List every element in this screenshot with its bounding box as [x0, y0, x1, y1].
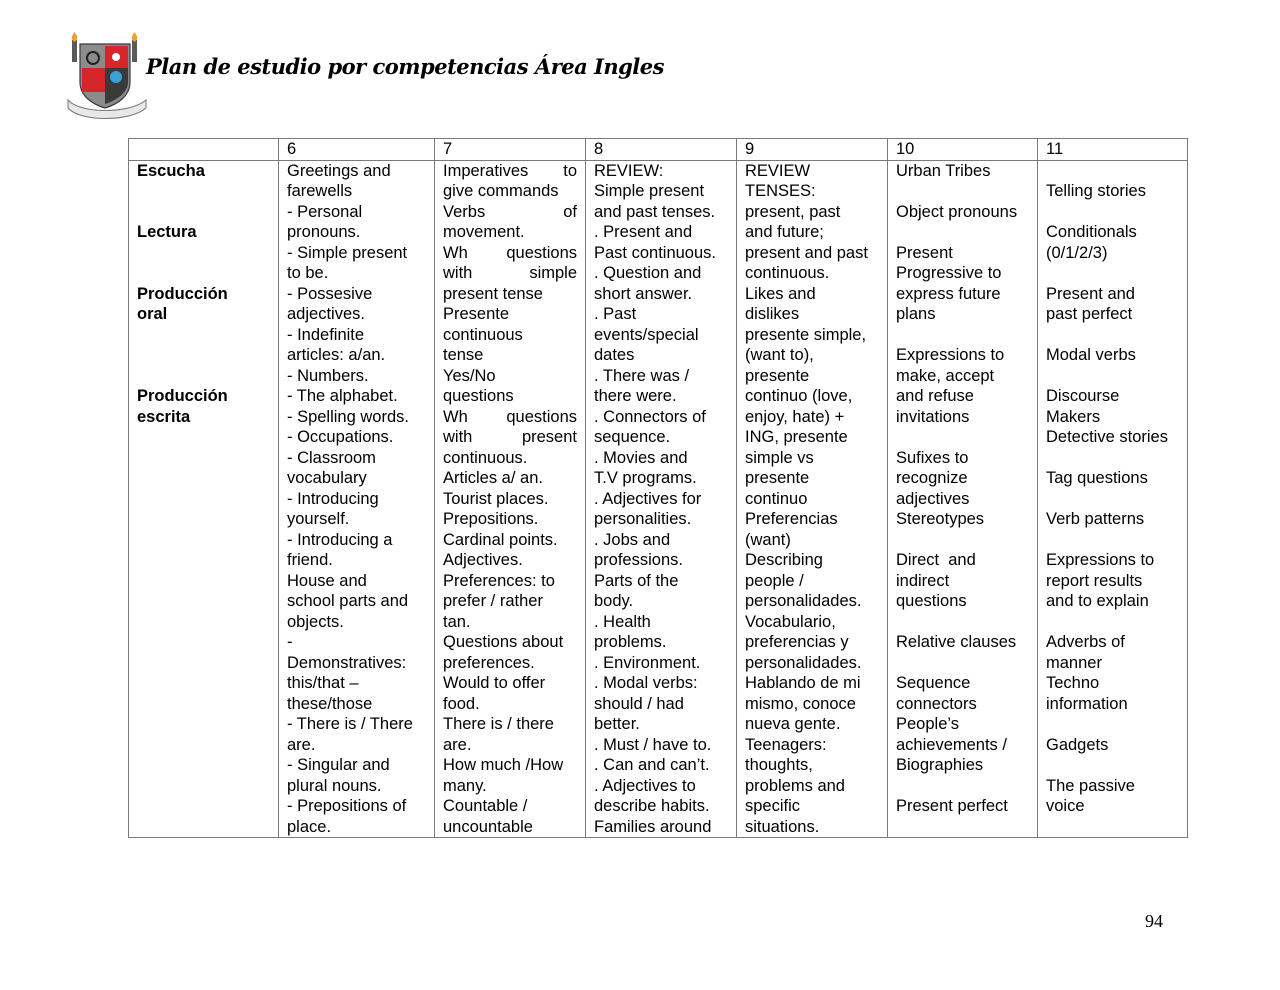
- topic-line: House and: [287, 571, 367, 590]
- topic-line: Direct and: [896, 551, 976, 569]
- torch-right: [132, 40, 137, 62]
- grade-6-topics: [279, 160, 435, 838]
- topic-line: Sequence: [896, 674, 971, 692]
- topic-line: [896, 427, 1029, 448]
- topic-line: - There is / There: [287, 715, 413, 733]
- topic-line: Producción: [137, 387, 228, 405]
- topic-line: . Adjectives for: [594, 489, 702, 508]
- topic-line: Makers: [1046, 407, 1101, 426]
- topic-line: personalities.: [594, 510, 692, 528]
- corner-cell: [129, 139, 279, 161]
- topic-line: give commands: [443, 182, 559, 200]
- topic-line: friend.: [287, 551, 333, 569]
- topic-line: [896, 530, 1029, 551]
- topic-line: voice: [1046, 797, 1085, 815]
- topic-line: report results: [1046, 571, 1143, 590]
- topic-line: Techno: [1046, 674, 1100, 692]
- grade-header: 9: [737, 139, 888, 161]
- topic-line: (0/1/2/3): [1046, 243, 1108, 262]
- topic-line: Prepositions.: [443, 510, 539, 528]
- topic-word: to: [563, 161, 577, 180]
- topic-line: place.: [287, 817, 332, 836]
- topic-line: many.: [443, 776, 487, 795]
- topic-line: [137, 325, 270, 346]
- topic-line: continuous: [443, 325, 523, 344]
- topic-line: situations.: [745, 817, 820, 836]
- page-header: [66, 30, 666, 122]
- topic-line: vocabulary: [287, 469, 367, 487]
- skills-cell: [129, 160, 279, 838]
- topic-line: tense: [443, 346, 484, 364]
- topic-line: Stereotypes: [896, 510, 985, 528]
- topic-line: presente: [745, 366, 810, 385]
- topic-line: [896, 181, 1029, 202]
- globe-emblem: [110, 71, 122, 83]
- topic-line: Adverbs of: [1046, 633, 1125, 651]
- topic-line: people /: [745, 571, 804, 590]
- topic-line: Would to offer: [443, 674, 546, 692]
- topic-line: Tag questions: [1046, 469, 1148, 487]
- topic-line: [137, 263, 270, 284]
- topic-word: with: [443, 428, 473, 446]
- topic-line: Simple present: [594, 182, 705, 200]
- topic-line: [1046, 161, 1179, 182]
- topic-line: [137, 202, 270, 223]
- topic-line: . Adjectives to: [594, 776, 696, 795]
- topic-line: connectors: [896, 694, 977, 713]
- topic-line: Describing: [745, 551, 823, 569]
- topic-line: Preferences: to: [443, 571, 555, 590]
- topic-line: and future;: [745, 223, 824, 241]
- topic-line: questions: [443, 387, 514, 405]
- topic-line: are.: [287, 735, 316, 754]
- grade-header: 8: [586, 139, 737, 161]
- topic-line: and past tenses.: [594, 202, 716, 221]
- topic-line: [443, 202, 577, 223]
- topic-line: dislikes: [745, 305, 800, 323]
- grade-8-topics: [586, 160, 737, 838]
- topic-line: [1046, 325, 1179, 346]
- topic-line: express future: [896, 284, 1001, 303]
- grade-header: 7: [435, 139, 586, 161]
- topic-line: Biographies: [896, 756, 984, 774]
- topic-line: describe habits.: [594, 797, 710, 815]
- grade-header: 6: [279, 139, 435, 161]
- topic-line: Greetings and: [287, 161, 391, 180]
- topic-line: REVIEW: [745, 161, 811, 180]
- topic-line: [137, 345, 270, 366]
- topic-line: and refuse: [896, 387, 974, 405]
- curriculum-table: [128, 138, 1188, 838]
- topic-line: manner: [1046, 653, 1102, 672]
- topic-line: present, past: [745, 202, 841, 221]
- topic-line: [1046, 489, 1179, 510]
- topic-line: indirect: [896, 571, 950, 590]
- topic-line: continuo (love,: [745, 387, 853, 405]
- topic-line: - Occupations.: [287, 428, 394, 446]
- topic-line: achievements /: [896, 735, 1007, 754]
- topic-line: professions.: [594, 551, 683, 569]
- topic-line: [443, 427, 577, 448]
- topic-line: Past continuous.: [594, 243, 716, 262]
- topic-line: uncountable: [443, 817, 533, 836]
- topic-line: There is / there: [443, 715, 554, 733]
- topic-line: [896, 776, 1029, 797]
- topic-line: - Singular and: [287, 756, 390, 774]
- topic-line: Demonstratives:: [287, 653, 407, 672]
- topic-line: [896, 653, 1029, 674]
- topic-line: . Present and: [594, 223, 693, 241]
- topic-line: and to explain: [1046, 592, 1149, 610]
- topic-line: are.: [443, 735, 472, 754]
- topic-word: with: [443, 264, 473, 282]
- topic-line: Present perfect: [896, 797, 1008, 815]
- topic-line: [1046, 530, 1179, 551]
- topic-line: escrita: [137, 407, 191, 426]
- topic-line: Object pronouns: [896, 202, 1018, 221]
- topic-line: questions: [896, 592, 967, 610]
- topic-line: adjectives.: [287, 305, 365, 323]
- topic-line: Questions about: [443, 633, 564, 651]
- topic-line: Escucha: [137, 161, 205, 180]
- topic-line: Present: [896, 243, 953, 262]
- topic-line: this/that –: [287, 674, 359, 692]
- topic-line: farewells: [287, 182, 353, 200]
- topic-line: Telling stories: [1046, 182, 1146, 200]
- topic-line: Urban Tribes: [896, 161, 991, 180]
- shield-red-lower: [82, 68, 105, 92]
- torch-left: [72, 40, 77, 62]
- topic-line: Cardinal points.: [443, 530, 558, 549]
- topic-line: movement.: [443, 223, 525, 241]
- topic-line: Detective stories: [1046, 428, 1168, 446]
- topic-line: REVIEW:: [594, 161, 664, 180]
- topic-line: People’s: [896, 715, 959, 733]
- topic-word: questions: [506, 243, 577, 262]
- topic-line: presente: [745, 469, 810, 487]
- topic-line: presente simple,: [745, 325, 867, 344]
- topic-line: Families around: [594, 817, 712, 836]
- topic-line: - Personal: [287, 202, 363, 221]
- topic-line: invitations: [896, 407, 970, 426]
- topic-line: - Introducing a: [287, 530, 393, 549]
- topic-line: [896, 325, 1029, 346]
- grade-7-topics: [435, 160, 586, 838]
- topic-line: - Possesive: [287, 284, 373, 303]
- topic-line: . Must / have to.: [594, 735, 712, 754]
- topic-line: Expressions to: [1046, 551, 1155, 569]
- topic-line: Vocabulario,: [745, 612, 836, 631]
- page-number: 94: [1145, 911, 1163, 931]
- topic-word: Wh: [443, 243, 468, 262]
- topic-line: nueva gente.: [745, 715, 841, 733]
- topic-line: problems.: [594, 633, 667, 651]
- topic-word: Verbs: [443, 202, 486, 221]
- topic-line: Presente: [443, 305, 510, 323]
- topic-line: Expressions to: [896, 346, 1005, 364]
- topic-line: TENSES:: [745, 182, 816, 200]
- topic-line: continuo: [745, 489, 808, 508]
- topic-line: [137, 181, 270, 202]
- topic-line: these/those: [287, 694, 373, 713]
- topic-line: [1046, 448, 1179, 469]
- topic-line: prefer / rather: [443, 592, 543, 610]
- topic-line: present tense: [443, 284, 543, 303]
- topic-line: Likes and: [745, 284, 816, 303]
- topic-line: Countable /: [443, 797, 528, 815]
- topic-line: sequence.: [594, 428, 671, 446]
- topic-line: [896, 222, 1029, 243]
- topic-line: information: [1046, 694, 1128, 713]
- topic-line: preferences.: [443, 653, 535, 672]
- topic-line: continuous.: [745, 264, 830, 282]
- topic-line: . Modal verbs:: [594, 674, 698, 692]
- topic-line: - Indefinite: [287, 325, 365, 344]
- topic-line: The passive: [1046, 776, 1135, 795]
- topic-line: [443, 161, 577, 182]
- topic-line: thoughts,: [745, 756, 813, 774]
- topic-line: recognize: [896, 469, 968, 487]
- topic-line: (want to),: [745, 346, 814, 364]
- grade-header: 11: [1038, 139, 1188, 161]
- topic-line: [443, 407, 577, 428]
- topic-line: . Can and can’t.: [594, 756, 710, 774]
- topic-line: to be.: [287, 264, 329, 282]
- topic-line: problems and: [745, 776, 845, 795]
- grade-11-topics: [1038, 160, 1188, 838]
- topic-line: Present and: [1046, 284, 1135, 303]
- topic-line: articles: a/an.: [287, 346, 386, 364]
- topic-line: preferencias y: [745, 633, 849, 651]
- emblem-dot: [112, 53, 120, 61]
- topic-line: Discourse: [1046, 387, 1120, 405]
- topic-line: - Classroom: [287, 448, 376, 467]
- topic-line: How much /How: [443, 756, 564, 774]
- topic-line: [443, 243, 577, 264]
- topic-line: . Past: [594, 305, 637, 323]
- topic-line: Yes/No: [443, 366, 496, 385]
- topic-line: yourself.: [287, 510, 350, 528]
- topic-word: of: [563, 202, 577, 221]
- topic-line: Parts of the: [594, 571, 679, 590]
- topic-line: adjectives: [896, 489, 970, 508]
- topic-line: there were.: [594, 387, 677, 405]
- topic-line: [443, 263, 577, 284]
- topic-line: - The alphabet.: [287, 387, 398, 405]
- topic-line: better.: [594, 715, 640, 733]
- school-crest-logo: [66, 30, 150, 120]
- topic-line: objects.: [287, 612, 344, 631]
- topic-line: plans: [896, 305, 936, 323]
- document-title: Plan de estudio por competencias Área Ingles: [146, 54, 664, 79]
- topic-line: - Spelling words.: [287, 407, 409, 426]
- topic-line: . Question and: [594, 264, 702, 282]
- topic-line: [1046, 755, 1179, 776]
- grade-header-row: [129, 139, 1188, 161]
- topic-line: - Prepositions of: [287, 797, 407, 815]
- topic-line: T.V programs.: [594, 469, 697, 487]
- topic-line: [1046, 714, 1179, 735]
- topic-line: school parts and: [287, 592, 409, 610]
- topic-line: [1046, 366, 1179, 387]
- topic-line: . Connectors of: [594, 407, 706, 426]
- topic-line: Sufixes to: [896, 448, 969, 467]
- topic-word: present: [521, 428, 577, 446]
- topic-line: Teenagers:: [745, 735, 827, 754]
- topic-line: past perfect: [1046, 305, 1133, 323]
- topic-line: -: [287, 633, 293, 651]
- topic-line: (want): [745, 530, 791, 549]
- topic-word: questions: [506, 407, 577, 426]
- grade-10-topics: [888, 160, 1038, 838]
- topic-line: Adjectives.: [443, 551, 523, 569]
- topic-line: - Numbers.: [287, 366, 369, 385]
- content-row: [129, 160, 1188, 838]
- topic-line: ING, presente: [745, 428, 848, 446]
- topic-line: - Introducing: [287, 489, 379, 508]
- topic-line: Tourist places.: [443, 489, 549, 508]
- topic-line: simple vs: [745, 448, 814, 467]
- topic-line: - Simple present: [287, 243, 408, 262]
- topic-line: body.: [594, 592, 634, 610]
- topic-line: events/special: [594, 325, 699, 344]
- topic-line: plural nouns.: [287, 776, 382, 795]
- topic-line: should / had: [594, 694, 684, 713]
- topic-line: Articles a/ an.: [443, 469, 543, 487]
- grade-9-topics: [737, 160, 888, 838]
- topic-line: Producción: [137, 284, 228, 303]
- topic-line: . Health: [594, 612, 651, 631]
- grade-header: 10: [888, 139, 1038, 161]
- topic-line: continuous.: [443, 448, 528, 467]
- topic-line: pronouns.: [287, 223, 361, 241]
- topic-line: Gadgets: [1046, 735, 1109, 754]
- topic-line: Verb patterns: [1046, 510, 1145, 528]
- topic-line: . Environment.: [594, 653, 701, 672]
- topic-line: oral: [137, 305, 168, 323]
- topic-line: dates: [594, 346, 635, 364]
- topic-line: Modal verbs: [1046, 346, 1136, 364]
- topic-line: specific: [745, 797, 801, 815]
- topic-word: simple: [529, 264, 577, 282]
- topic-line: Progressive to: [896, 264, 1002, 282]
- topic-line: [896, 612, 1029, 633]
- topic-line: [1046, 202, 1179, 223]
- topic-line: present and past: [745, 243, 868, 262]
- topic-line: Lectura: [137, 223, 197, 241]
- topic-word: Imperatives: [443, 161, 529, 180]
- topic-word: Wh: [443, 407, 468, 426]
- topic-line: [137, 243, 270, 264]
- topic-line: . There was /: [594, 366, 690, 385]
- topic-line: food.: [443, 694, 480, 713]
- topic-line: . Jobs and: [594, 530, 671, 549]
- topic-line: tan.: [443, 612, 471, 631]
- topic-line: . Movies and: [594, 448, 688, 467]
- topic-line: make, accept: [896, 366, 995, 385]
- topic-line: Conditionals: [1046, 223, 1137, 241]
- topic-line: [1046, 612, 1179, 633]
- topic-line: Hablando de mi: [745, 674, 861, 692]
- topic-line: Relative clauses: [896, 633, 1017, 651]
- topic-line: personalidades.: [745, 653, 862, 672]
- topic-line: personalidades.: [745, 592, 862, 610]
- topic-line: [137, 366, 270, 387]
- topic-line: mismo, conoce: [745, 694, 856, 713]
- topic-line: short answer.: [594, 284, 693, 303]
- topic-line: Preferencias: [745, 510, 838, 528]
- topic-line: enjoy, hate) +: [745, 407, 845, 426]
- topic-line: [1046, 263, 1179, 284]
